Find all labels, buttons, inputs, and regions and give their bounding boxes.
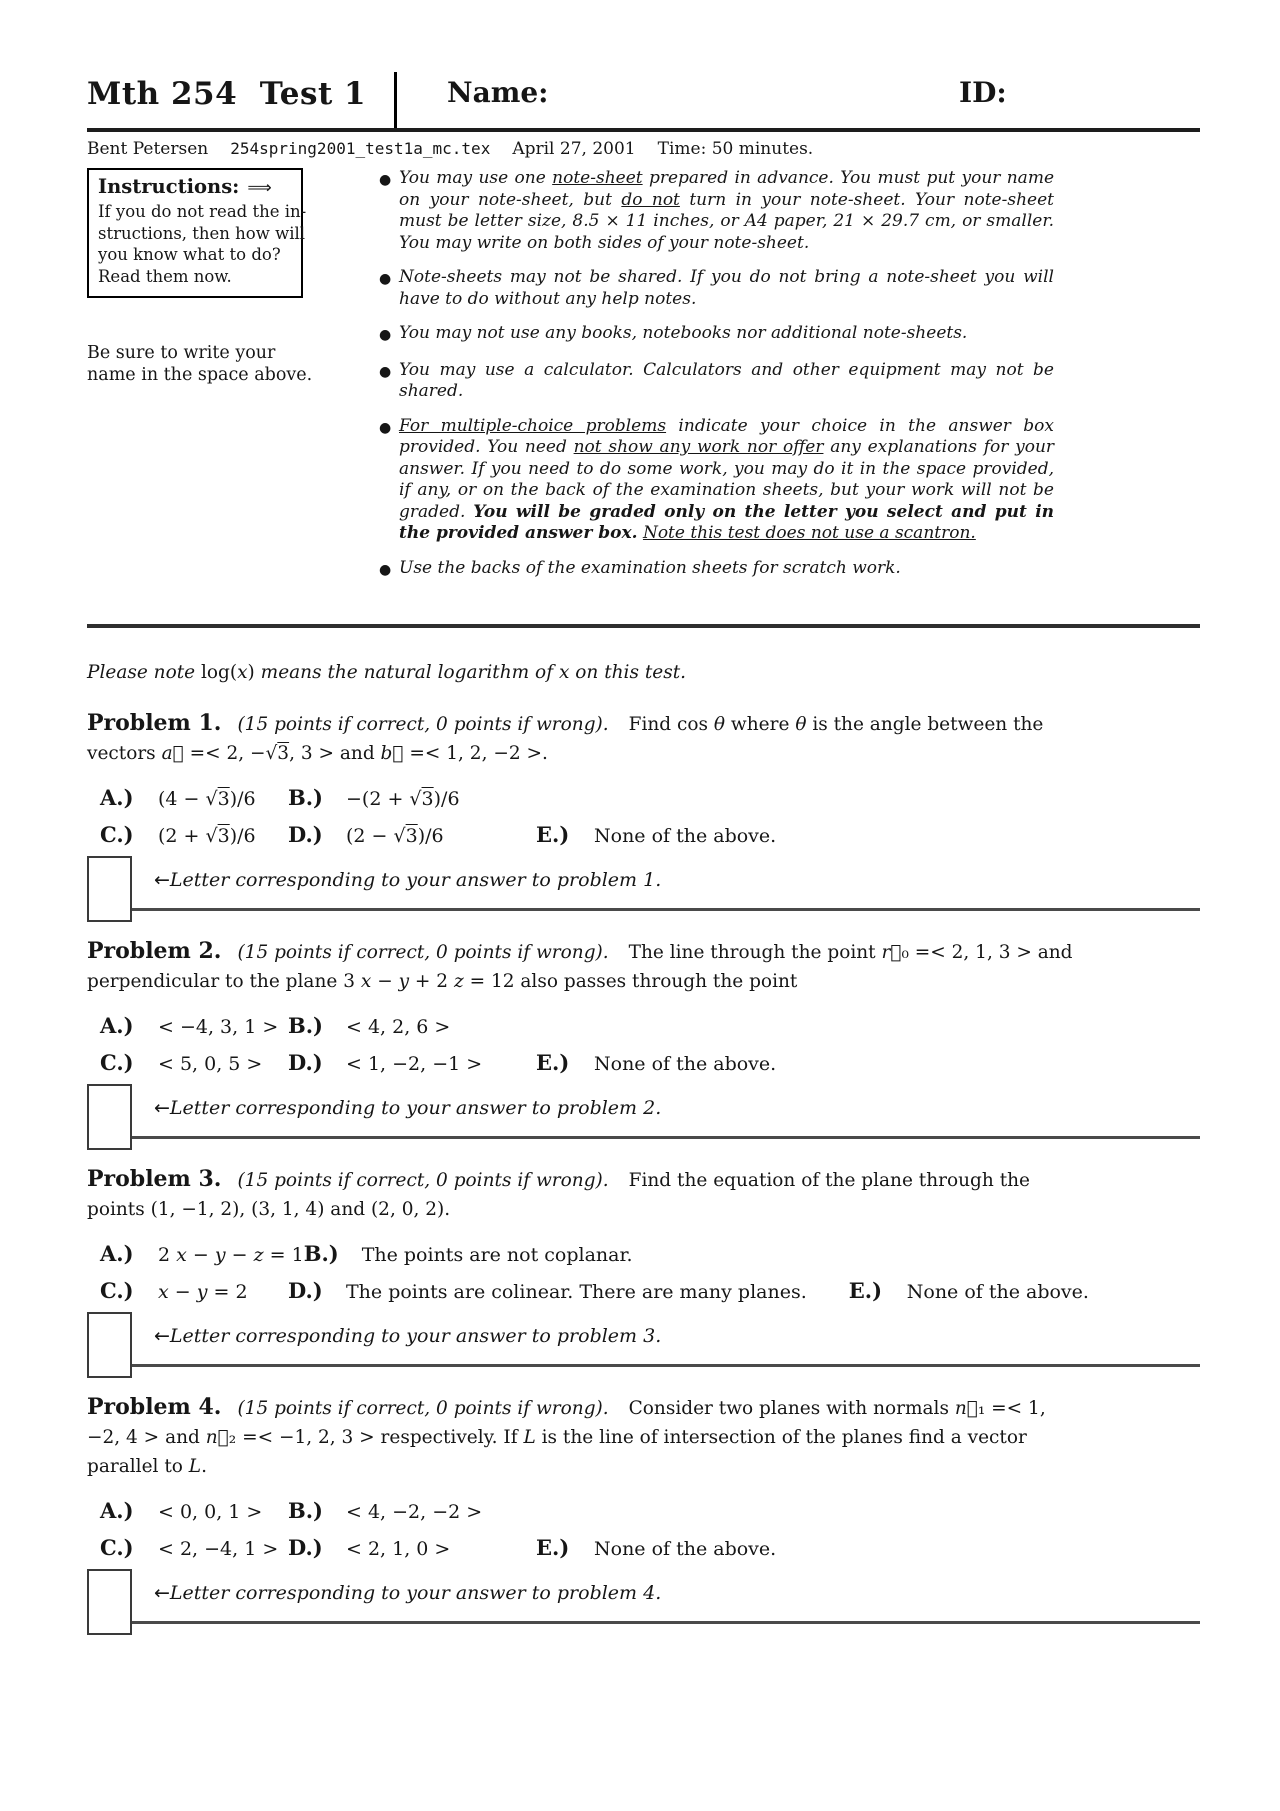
author: Bent Petersen — [87, 139, 209, 159]
instructions-left-column — [87, 168, 379, 386]
bullet-text: Use the backs of the examination sheets for scratch work. — [399, 557, 901, 578]
options-row — [87, 1276, 1200, 1307]
bullet-icon: ● — [379, 327, 392, 343]
option-d — [288, 1533, 494, 1564]
answer-box-problem-3[interactable] — [87, 1312, 132, 1378]
option-value: < 0, 0, 1 > — [158, 1501, 263, 1523]
option-value: < 2, −4, 1 > — [158, 1538, 279, 1560]
bullet-icon: ● — [379, 419, 392, 436]
instructions-line: Read them now. — [98, 266, 232, 286]
bullet-text: For multiple-choice problems indicate your choice in the answer box provided. You need not show any work nor offer any explanations for your answer. If you need to do some work, you may do it in the space provided, if any, or on the back of the examination sheets, but your work will not be graded. You will be graded only on the letter you select and put in the provided answer box. Note this test does not use a scantron. — [399, 415, 1055, 543]
option-letter: D.) — [288, 822, 323, 847]
option-a — [100, 1239, 304, 1270]
option-value: < 5, 0, 5 > — [158, 1053, 263, 1075]
exam-header — [87, 74, 1200, 126]
option-value: (4 − √3)/6 — [158, 788, 256, 810]
option-letter: C.) — [100, 1050, 134, 1075]
problem-2 — [87, 911, 1200, 1139]
option-value: None of the above. — [594, 825, 777, 847]
problem-number: Problem 3. — [87, 1166, 222, 1192]
bullet-text: You may not use any books, notebooks nor additional note-sheets. — [399, 323, 968, 343]
answer-row — [87, 1569, 661, 1635]
problem-4 — [87, 1367, 1200, 1624]
option-c — [100, 1276, 288, 1307]
problem-statement — [87, 1165, 1082, 1224]
log-convention-note: Please note log(x) means the natural logarithm of x on this test. — [87, 662, 687, 683]
option-e — [536, 820, 776, 851]
option-letter: B.) — [288, 1498, 323, 1523]
option-value: 2 x − y − z = 1 — [158, 1244, 304, 1266]
problem-points: (15 points if correct, 0 points if wrong). — [237, 1398, 609, 1419]
id-label: ID: — [959, 76, 1007, 109]
list-item — [379, 416, 1054, 545]
bullet-icon: ● — [379, 363, 392, 380]
option-value: The points are colinear. There are many planes. — [346, 1281, 807, 1303]
answer-box-caption: ←Letter corresponding to your answer to problem 3. — [154, 1325, 662, 1347]
bullet-icon: ● — [379, 271, 392, 287]
list-item — [379, 323, 1054, 347]
name-reminder-line: name in the space above. — [87, 365, 313, 385]
problem-3 — [87, 1139, 1200, 1367]
answer-box-problem-4[interactable] — [87, 1569, 132, 1635]
problem-text: Consider two planes with normals n⃗₁ =< 1, −2, 4 > and n⃗₂ =< −1, 2, 3 > respectively. If L is the line of intersection of the planes find a vector parallel to L. — [87, 1398, 1046, 1477]
problem-points: (15 points if correct, 0 points if wrong). — [237, 714, 609, 735]
name-reminder-line: Be sure to write your — [87, 343, 276, 363]
option-value: None of the above. — [906, 1281, 1089, 1303]
problem-number: Problem 2. — [87, 938, 222, 964]
problem-points: (15 points if correct, 0 points if wrong). — [237, 942, 609, 963]
option-d — [288, 1048, 494, 1079]
option-letter: A.) — [100, 1241, 134, 1266]
list-item — [379, 558, 1054, 582]
double-arrow-icon: ⟹ — [247, 178, 272, 198]
header-divider — [394, 72, 397, 128]
page-content — [87, 74, 1200, 1624]
option-value: < 2, 1, 0 > — [346, 1538, 451, 1560]
list-item — [379, 267, 1054, 310]
option-value: x − y = 2 — [158, 1281, 248, 1303]
option-a — [100, 1011, 288, 1042]
option-letter: D.) — [288, 1050, 323, 1075]
option-value: < 1, −2, −1 > — [346, 1053, 483, 1075]
instructions-line: structions, then how will — [98, 223, 306, 243]
option-letter: E.) — [536, 822, 570, 847]
exam-date: April 27, 2001 — [512, 139, 636, 159]
option-b — [304, 1239, 633, 1270]
answer-box-problem-1[interactable] — [87, 856, 132, 922]
options-row — [87, 1496, 1200, 1527]
option-letter: E.) — [536, 1050, 570, 1075]
option-c — [100, 820, 288, 851]
instructions-section — [87, 168, 1200, 594]
option-value: < 4, −2, −2 > — [346, 1501, 483, 1523]
option-d — [288, 820, 494, 851]
bullet-text: Note-sheets may not be shared. If you do not bring a note-sheet you will have to do without any help notes. — [399, 267, 1054, 309]
option-b — [288, 783, 494, 814]
problem-statement — [87, 1393, 1082, 1481]
option-a — [100, 1496, 288, 1527]
answer-row — [87, 856, 661, 922]
problem-1 — [87, 683, 1200, 911]
option-letter: A.) — [100, 1498, 134, 1523]
option-letter: E.) — [848, 1278, 883, 1303]
instructions-line: If you do not read the in- — [98, 202, 307, 221]
problem-text: Find the equation of the plane through the points (1, −1, 2), (3, 1, 4) and (2, 0, 2). — [87, 1170, 1030, 1220]
option-letter: A.) — [100, 785, 134, 810]
course-title: Mth 254 Test 1 — [87, 76, 367, 112]
answer-box-caption: ←Letter corresponding to your answer to problem 2. — [154, 1097, 662, 1119]
option-value: < 4, 2, 6 > — [346, 1016, 451, 1038]
option-value: The points are not coplanar. — [361, 1244, 633, 1266]
header-rule — [87, 128, 1200, 132]
option-b — [288, 1011, 494, 1042]
option-c — [100, 1048, 288, 1079]
option-value: (2 + √3)/6 — [158, 825, 256, 847]
option-value: None of the above. — [594, 1053, 777, 1075]
option-letter: C.) — [100, 1278, 134, 1303]
section-rule — [87, 624, 1200, 628]
options-row — [87, 1011, 1200, 1042]
option-letter: B.) — [288, 785, 323, 810]
bullet-icon: ● — [379, 172, 392, 188]
option-letter: B.) — [288, 1013, 323, 1038]
answer-box-caption: ←Letter corresponding to your answer to problem 1. — [154, 869, 662, 891]
rules-bullet-list — [379, 168, 1200, 594]
options-row — [87, 820, 1200, 851]
option-e — [849, 1276, 1089, 1307]
options-row — [87, 1533, 1200, 1564]
option-letter: C.) — [100, 822, 134, 847]
instructions-line: you know what to do? — [98, 245, 281, 264]
option-letter: C.) — [100, 1535, 134, 1560]
meta-line — [87, 139, 1200, 159]
option-letter: D.) — [288, 1535, 323, 1560]
option-letter: B.) — [303, 1241, 339, 1266]
option-letter: E.) — [536, 1535, 570, 1560]
options-row — [87, 783, 1200, 814]
problem-text: Find cos θ where θ is the angle between the vectors a⃗ =< 2, −√3, 3 > and b⃗ =< 1, 2, −2 >. — [87, 714, 1044, 764]
problem-statement — [87, 709, 1082, 768]
name-reminder-note — [87, 342, 379, 386]
instructions-box — [87, 168, 307, 298]
bullet-text: You may use a calculator. Calculators and other equipment may not be shared. — [399, 359, 1054, 401]
problem-number: Problem 4. — [87, 1394, 222, 1420]
problem-statement — [87, 937, 1082, 996]
answer-row — [87, 1084, 661, 1150]
answer-row — [87, 1312, 661, 1378]
options-row — [87, 1239, 1200, 1270]
list-item — [379, 168, 1054, 254]
option-value: None of the above. — [594, 1538, 777, 1560]
option-value: (2 − √3)/6 — [346, 825, 444, 847]
problem-number: Problem 1. — [87, 710, 222, 736]
options-row — [87, 1048, 1200, 1079]
option-letter: A.) — [100, 1013, 134, 1038]
problem-points: (15 points if correct, 0 points if wrong). — [237, 1170, 609, 1191]
bullet-text: You may use one note-sheet prepared in advance. You must put your name on your note-sheet, but do not turn in your note-sheet. Your note-sheet must be letter size, 8.5 × 11 inches, or A4 paper, 21 × 29.7 cm, or smaller. You may write on both sides of your note-sheet. — [399, 168, 1054, 253]
option-c — [100, 1533, 288, 1564]
exam-duration: Time: 50 minutes. — [657, 139, 814, 159]
option-d — [288, 1276, 807, 1307]
option-value: −(2 + √3)/6 — [346, 788, 460, 810]
problem-text: The line through the point r⃗₀ =< 2, 1, 3 > and perpendicular to the plane 3 x − y + 2 z = 12 also passes through the point — [87, 942, 1073, 992]
answer-box-caption: ←Letter corresponding to your answer to problem 4. — [154, 1582, 662, 1604]
name-label: Name: — [447, 76, 549, 109]
option-e — [536, 1048, 776, 1079]
option-b — [288, 1496, 494, 1527]
source-filename: 254spring2001_test1a_mc.tex — [230, 139, 491, 158]
answer-box-problem-2[interactable] — [87, 1084, 132, 1150]
option-letter: D.) — [288, 1278, 323, 1303]
option-value: < −4, 3, 1 > — [158, 1016, 279, 1038]
option-e — [536, 1533, 776, 1564]
instructions-title: Instructions: — [98, 175, 240, 198]
list-item — [379, 360, 1054, 403]
option-a — [100, 783, 288, 814]
bullet-icon: ● — [379, 561, 392, 578]
